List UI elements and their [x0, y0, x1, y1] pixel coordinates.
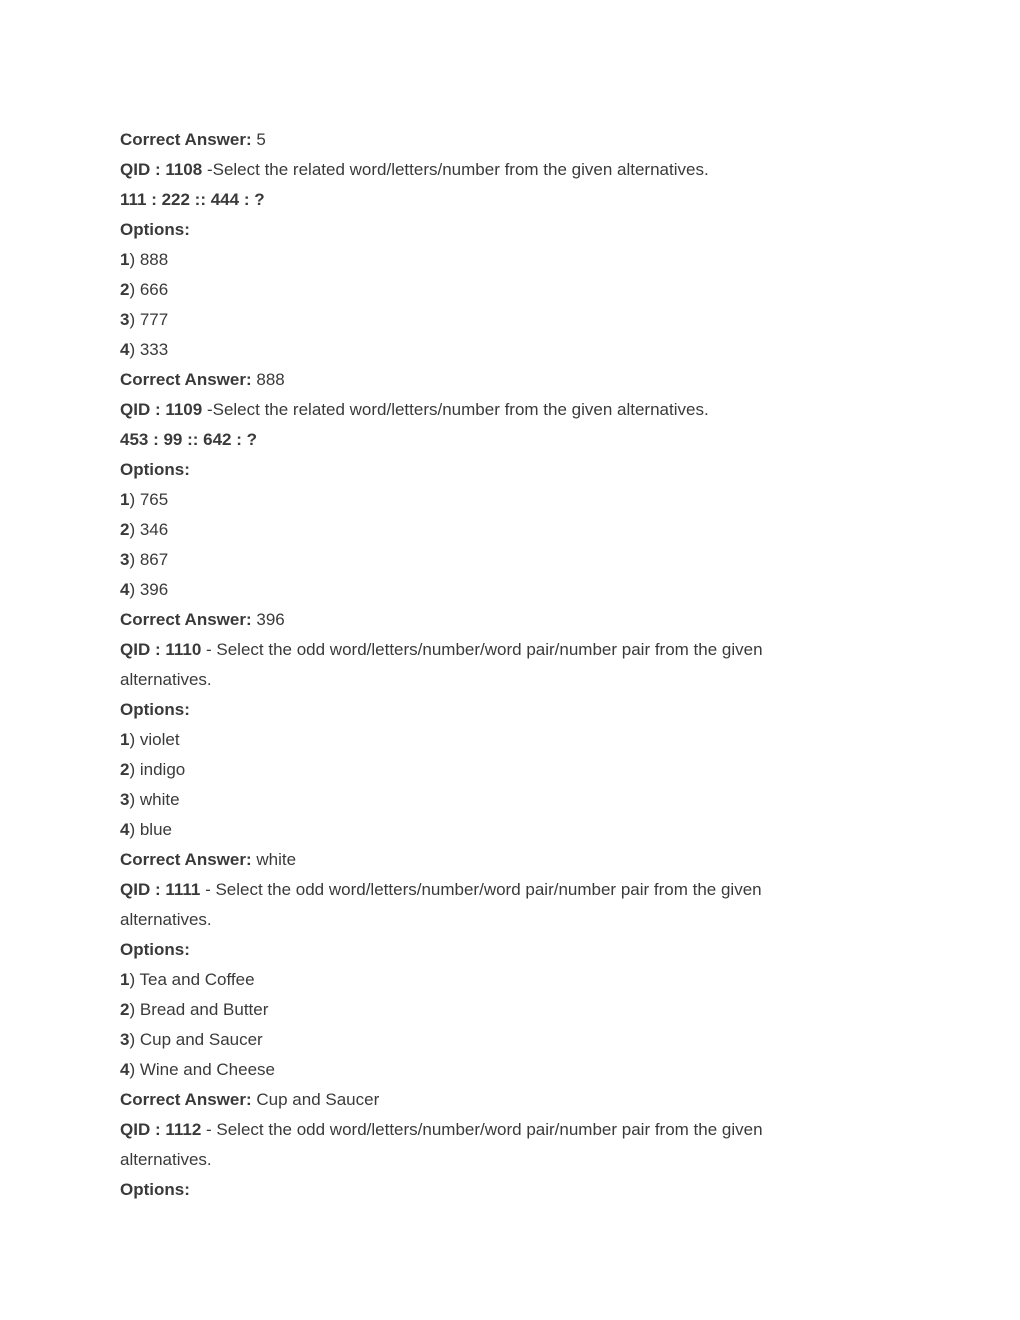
qid-label: QID : 1110	[120, 640, 202, 659]
question-1108-stem: 111 : 222 :: 444 : ?	[120, 190, 265, 209]
options-label: Options:	[120, 1180, 190, 1199]
qid-label: QID : 1108	[120, 160, 203, 179]
correct-answer-label: Correct Answer:	[120, 130, 252, 149]
option-item: 1) 888	[120, 250, 169, 269]
prev-correct-answer	[120, 125, 840, 155]
question-1112-header	[120, 1115, 840, 1175]
question-instruction: - Select the odd word/letters/number/word pair/number pair from the given alternatives.	[120, 640, 763, 689]
qid-label: QID : 1111	[120, 880, 201, 899]
option-item: 2) 346	[120, 520, 169, 539]
question-1111-header	[120, 875, 840, 935]
option-item: 3) 777	[120, 310, 169, 329]
option-item: 4) Wine and Cheese	[120, 1060, 275, 1079]
option-item: 3) Cup and Saucer	[120, 1030, 263, 1049]
question-1108-correct-answer: Correct Answer: 888	[120, 370, 285, 389]
question-instruction: -Select the related word/letters/number from the given alternatives.	[202, 400, 709, 419]
option-item: 2) 666	[120, 280, 169, 299]
question-instruction: -Select the related word/letters/number from the given alternatives.	[202, 160, 709, 179]
option-item: 1) violet	[120, 730, 180, 749]
qid-label: QID : 1112	[120, 1120, 202, 1139]
options-label: Options:	[120, 220, 190, 239]
question-1109-header	[120, 395, 840, 425]
options-label: Options:	[120, 460, 190, 479]
question-1111-correct-answer: Correct Answer: Cup and Saucer	[120, 1090, 380, 1109]
question-1109-correct-answer: Correct Answer: 396	[120, 610, 285, 629]
question-1109-stem: 453 : 99 :: 642 : ?	[120, 430, 258, 449]
options-label: Options:	[120, 940, 190, 959]
option-item: 4) blue	[120, 820, 172, 839]
option-item: 2) indigo	[120, 760, 186, 779]
option-item: 1) Tea and Coffee	[120, 970, 255, 989]
question-1108-header	[120, 155, 840, 185]
qid-label: QID : 1109	[120, 400, 203, 419]
question-instruction: - Select the odd word/letters/number/word pair/number pair from the given alternatives.	[120, 1120, 763, 1169]
correct-answer-value: 5	[256, 130, 266, 149]
question-instruction: - Select the odd word/letters/number/word pair/number pair from the given alternatives.	[120, 880, 762, 929]
question-1110-correct-answer: Correct Answer: white	[120, 850, 297, 869]
option-item: 1) 765	[120, 490, 169, 509]
option-item: 4) 396	[120, 580, 169, 599]
option-item: 2) Bread and Butter	[120, 1000, 269, 1019]
option-item: 3) 867	[120, 550, 169, 569]
option-item: 3) white	[120, 790, 180, 809]
question-1110-header	[120, 635, 840, 695]
options-label: Options:	[120, 700, 190, 719]
option-item: 4) 333	[120, 340, 169, 359]
document-page	[120, 125, 840, 1205]
